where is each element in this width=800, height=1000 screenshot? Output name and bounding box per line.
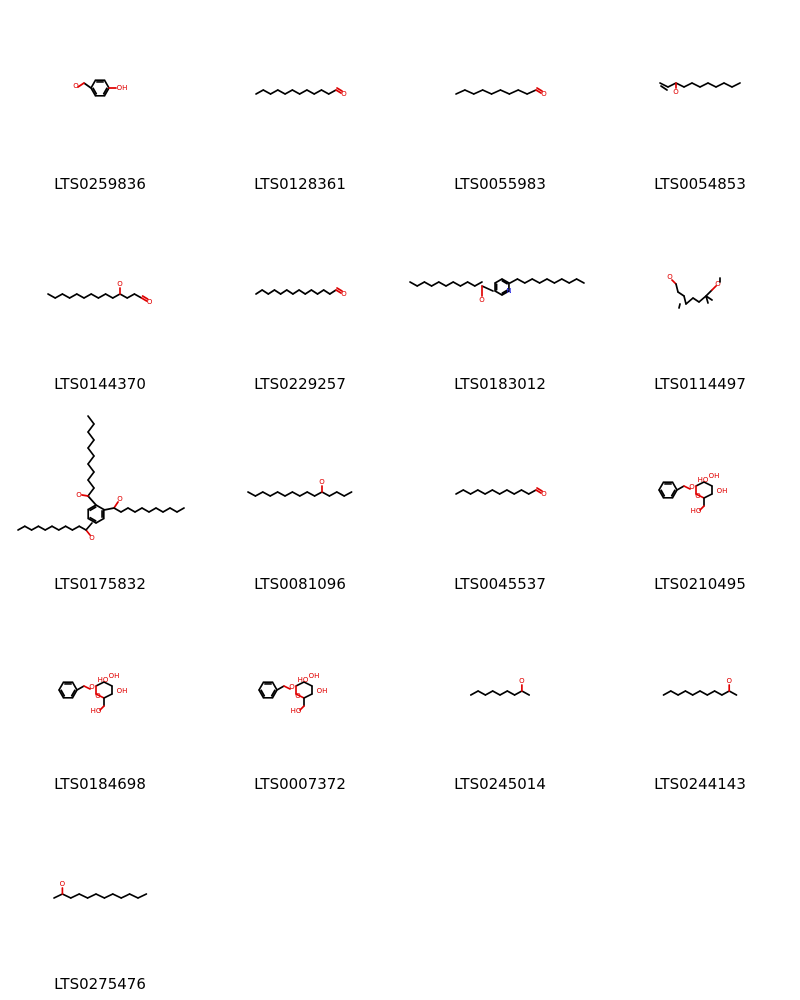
bond	[677, 486, 684, 490]
bond	[287, 290, 293, 294]
atom-label: HO	[290, 707, 302, 715]
bond	[292, 492, 299, 496]
atom-label: O	[59, 880, 66, 888]
bond	[577, 279, 584, 283]
bond	[532, 279, 539, 283]
bond	[79, 526, 86, 530]
bond	[474, 90, 483, 94]
bond	[446, 282, 453, 286]
molecule-cell	[0, 400, 200, 600]
bond	[163, 508, 170, 512]
bond	[98, 294, 105, 298]
structure-drawing	[0, 600, 200, 760]
bond	[527, 90, 536, 94]
bond	[88, 432, 94, 440]
molecule-cell	[0, 200, 200, 400]
atom-label: O	[319, 478, 325, 486]
bond	[281, 290, 287, 294]
bond	[135, 508, 142, 512]
atom-label: O	[673, 88, 679, 96]
bond	[659, 482, 664, 490]
atom-label: O	[715, 280, 721, 288]
bond	[62, 894, 70, 898]
molecule-id: LTS0259836	[54, 175, 146, 193]
bond	[704, 494, 712, 498]
bond	[78, 83, 84, 87]
bond	[330, 290, 336, 294]
bond	[475, 282, 482, 286]
bond	[315, 492, 322, 496]
bond	[274, 290, 280, 294]
bond	[77, 686, 84, 690]
bond	[724, 83, 732, 87]
bond	[104, 508, 114, 510]
bond	[88, 440, 94, 448]
bond	[105, 80, 110, 88]
bond	[529, 490, 536, 494]
bond	[314, 90, 321, 94]
molecule-id: LTS0245014	[454, 775, 546, 793]
bond	[722, 691, 729, 695]
atom-label: HO	[697, 476, 709, 484]
bond	[263, 90, 270, 94]
molecule-cell	[200, 600, 400, 800]
bond	[138, 894, 146, 898]
bond	[52, 526, 59, 530]
molecule-cell	[400, 400, 600, 600]
bond	[170, 508, 177, 512]
bond	[18, 526, 25, 530]
bond	[305, 290, 311, 294]
atom-label: O	[341, 290, 347, 298]
bond	[514, 490, 521, 494]
structure-drawing	[400, 200, 600, 360]
bond	[424, 282, 431, 286]
molecule-id: LTS0081096	[254, 575, 346, 593]
bond	[471, 490, 478, 494]
bond	[292, 90, 299, 94]
bond	[84, 294, 91, 298]
structure-drawing	[200, 400, 400, 560]
atom-label: O	[519, 677, 525, 685]
bond	[84, 83, 91, 88]
bond	[453, 282, 460, 286]
molecule-cell	[600, 400, 800, 600]
atom-label: O	[726, 677, 732, 685]
bond	[685, 691, 692, 695]
bond	[485, 691, 492, 695]
bond	[478, 691, 485, 695]
bond	[707, 691, 714, 695]
bond	[130, 894, 138, 898]
bond	[715, 691, 722, 695]
structure-drawing	[600, 600, 800, 760]
molecule-id: LTS0244143	[654, 775, 746, 793]
bond	[88, 488, 94, 496]
bond	[569, 279, 576, 283]
structure-drawing	[400, 0, 600, 160]
bond	[679, 304, 680, 308]
bond	[692, 83, 700, 87]
bond	[492, 490, 499, 494]
structure-drawing	[200, 600, 400, 760]
atom-label: N	[506, 287, 512, 295]
bond	[259, 682, 264, 690]
bond	[248, 492, 255, 496]
bond	[410, 282, 417, 286]
atom-label: O	[117, 280, 123, 288]
atom-label: OH	[316, 687, 328, 695]
bond	[492, 90, 501, 94]
bond	[300, 492, 307, 496]
structure-drawing	[200, 200, 400, 360]
bond	[59, 682, 64, 690]
structure-drawing	[400, 400, 600, 560]
bond	[96, 519, 104, 524]
bond	[62, 294, 69, 298]
bond	[96, 505, 104, 510]
bond	[500, 90, 509, 94]
bond	[456, 90, 465, 94]
bond	[664, 691, 671, 695]
molecule-id: LTS0045537	[454, 575, 546, 593]
bond	[500, 691, 507, 695]
bond	[468, 282, 475, 286]
bond	[255, 492, 262, 496]
atom-label: O	[479, 296, 485, 304]
bond	[525, 279, 532, 283]
bond	[113, 294, 120, 298]
atom-label: O	[541, 90, 547, 98]
bond	[73, 682, 78, 690]
bond	[82, 495, 88, 496]
atom-label: O	[289, 683, 295, 691]
bond	[177, 508, 184, 512]
atom-label: O	[146, 298, 153, 306]
molecule-id: LTS0055983	[454, 175, 546, 193]
atom-label: O	[73, 82, 79, 90]
structure-drawing	[0, 200, 200, 360]
bond	[716, 83, 724, 87]
molecule-cell	[600, 0, 800, 200]
bond	[96, 894, 104, 898]
bond	[337, 492, 344, 496]
bond	[465, 90, 474, 94]
bond	[88, 456, 94, 464]
bond	[318, 290, 324, 294]
bond	[485, 490, 492, 494]
bond	[483, 90, 492, 94]
bond	[273, 682, 278, 690]
structure-drawing	[200, 0, 400, 160]
bond	[493, 691, 500, 695]
bond	[478, 490, 485, 494]
atom-label: HO	[90, 707, 102, 715]
bond	[311, 290, 317, 294]
bond	[88, 416, 94, 424]
bond	[268, 290, 274, 294]
atom-label: HO	[297, 676, 309, 684]
bond	[678, 691, 685, 695]
bond	[324, 290, 330, 294]
bond	[278, 90, 285, 94]
molecule-id: LTS0183012	[454, 375, 546, 393]
bond	[307, 90, 314, 94]
bond	[684, 83, 692, 87]
atom-label: O	[95, 692, 101, 700]
molecule-cell	[200, 0, 400, 200]
bond	[344, 492, 351, 496]
molecule-id: LTS0007372	[254, 775, 346, 793]
bond	[547, 279, 554, 283]
bond	[71, 894, 79, 898]
molecule-cell	[600, 600, 800, 800]
bond	[91, 80, 96, 88]
bond	[45, 526, 52, 530]
bond	[684, 296, 686, 304]
bond	[66, 526, 73, 530]
bond	[285, 90, 292, 94]
bond	[700, 83, 708, 87]
bond	[482, 286, 493, 291]
molecule-cell	[200, 200, 400, 400]
bond	[88, 480, 94, 488]
bond	[562, 279, 569, 283]
bond	[509, 90, 518, 94]
bond	[518, 90, 527, 94]
atom-label: O	[541, 490, 547, 498]
molecule-id: LTS0275476	[54, 975, 146, 993]
atom-label: OH	[716, 487, 728, 495]
atom-label: O	[89, 683, 95, 691]
bond	[517, 279, 524, 283]
bond	[32, 526, 39, 530]
bond	[142, 508, 149, 512]
bond	[460, 282, 467, 286]
bond	[121, 894, 129, 898]
bond	[300, 90, 307, 94]
molecule-id: LTS0175832	[54, 575, 146, 593]
bond	[500, 490, 507, 494]
bond	[676, 83, 684, 87]
molecule-id: LTS0184698	[54, 775, 146, 793]
atom-label: O	[689, 483, 695, 491]
bond	[128, 508, 135, 512]
bond	[293, 290, 299, 294]
bond	[676, 284, 678, 292]
molecule-cell	[200, 400, 400, 600]
structure-drawing	[400, 600, 600, 760]
bond	[55, 294, 62, 298]
bond	[88, 464, 94, 472]
bond	[270, 492, 277, 496]
bond	[88, 472, 94, 480]
atom-label: O	[667, 273, 673, 281]
bond	[678, 292, 684, 296]
atom-label: OH	[108, 672, 120, 680]
bond	[699, 296, 706, 302]
bond	[686, 298, 693, 304]
molecule-id: LTS0128361	[254, 175, 346, 193]
bond	[88, 894, 96, 898]
atom-label: OH	[116, 84, 128, 92]
molecule-cell	[0, 800, 200, 1000]
bond	[91, 294, 98, 298]
bond	[673, 482, 678, 490]
bond	[156, 508, 163, 512]
molecule-cell	[0, 600, 200, 800]
bond	[463, 490, 470, 494]
bond	[88, 496, 96, 505]
bond	[121, 508, 128, 512]
bond	[86, 523, 92, 530]
bond	[88, 424, 94, 432]
bond	[439, 282, 446, 286]
bond	[104, 894, 112, 898]
bond	[417, 282, 424, 286]
bond	[456, 490, 463, 494]
bond	[59, 526, 66, 530]
bond	[700, 691, 707, 695]
bond	[277, 686, 284, 690]
molecule-cell	[400, 600, 600, 800]
structure-drawing	[600, 0, 800, 160]
bond	[106, 294, 113, 298]
bond	[304, 694, 312, 698]
bond	[732, 83, 740, 87]
bond	[127, 294, 134, 298]
molecule-id: LTS0054853	[654, 175, 746, 193]
atom-label: OH	[308, 672, 320, 680]
structure-drawing	[600, 400, 800, 560]
bond	[471, 691, 478, 695]
molecule-id: LTS0114497	[654, 375, 746, 393]
bond	[693, 298, 699, 302]
bond	[329, 90, 336, 94]
bond	[271, 90, 278, 94]
bond	[134, 294, 141, 298]
molecule-id: LTS0229257	[254, 375, 346, 393]
bond	[510, 279, 517, 283]
bond	[432, 282, 439, 286]
structure-drawing	[600, 200, 800, 360]
atom-label: O	[89, 534, 95, 542]
bond	[507, 490, 514, 494]
structure-drawing	[0, 800, 200, 960]
bond	[263, 492, 270, 496]
bond	[307, 492, 314, 496]
bond	[256, 290, 262, 294]
bond	[322, 492, 329, 496]
molecule-cell	[400, 200, 600, 400]
bond	[706, 290, 712, 296]
bond	[708, 83, 716, 87]
bond	[693, 691, 700, 695]
bond	[671, 691, 678, 695]
bond	[668, 83, 676, 87]
molecule-id: LTS0144370	[54, 375, 146, 393]
bond	[515, 691, 522, 695]
bond	[278, 492, 285, 496]
bond	[120, 294, 127, 298]
bond	[54, 894, 62, 898]
bond	[104, 694, 112, 698]
bond	[495, 279, 502, 283]
bond	[507, 691, 514, 695]
bond	[554, 279, 561, 283]
bond	[329, 492, 336, 496]
bond	[495, 291, 502, 295]
bond	[262, 290, 268, 294]
bond	[79, 894, 87, 898]
bond	[256, 90, 263, 94]
atom-label: OH	[708, 472, 720, 480]
molecule-cell	[400, 0, 600, 200]
atom-label: O	[76, 491, 82, 499]
structure-drawing	[0, 400, 200, 560]
bond	[114, 508, 121, 512]
bond	[48, 294, 55, 298]
atom-label: OH	[116, 687, 128, 695]
bond	[25, 526, 32, 530]
bond	[38, 526, 45, 530]
bond	[149, 508, 156, 512]
bond	[540, 279, 547, 283]
bond	[72, 526, 79, 530]
bond	[522, 691, 529, 695]
atom-label: O	[295, 692, 301, 700]
atom-label: O	[695, 492, 701, 500]
molecule-id: LTS0210495	[654, 575, 746, 593]
bond	[729, 691, 736, 695]
atom-label: O	[117, 495, 123, 503]
atom-label: HO	[97, 676, 109, 684]
bond	[70, 294, 77, 298]
bond	[88, 448, 94, 456]
molecule-cell	[0, 0, 200, 200]
atom-label: O	[341, 90, 347, 98]
molecule-cell	[600, 200, 800, 400]
bond	[521, 490, 528, 494]
bond	[77, 294, 84, 298]
bond	[321, 90, 328, 94]
bond	[285, 492, 292, 496]
bond	[113, 894, 121, 898]
structure-drawing	[0, 0, 200, 160]
atom-label: HO	[690, 507, 702, 515]
bond	[299, 290, 305, 294]
